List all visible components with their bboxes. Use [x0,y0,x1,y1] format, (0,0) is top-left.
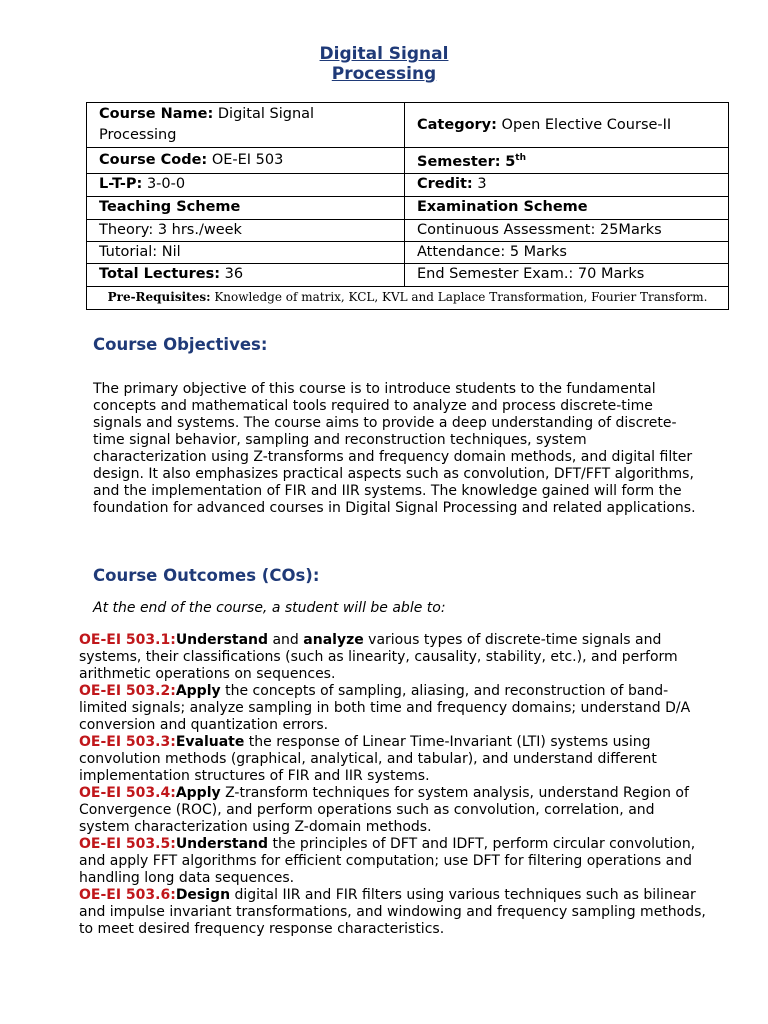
ltp-cell: L-T-P: 3-0-0 [87,173,405,196]
list-item: OE-EI 503.5:Understand the principles of DFT and IDFT, perform circular convolution, and apply FFT algorithms for efficient computation; use DFT for filtering operations and handling long data sequences. [79,836,696,886]
table-row [87,219,729,241]
theory-cell: Theory: 3 hrs./week [87,219,405,241]
table-row [87,263,729,286]
title-line-2: Processing [331,64,437,84]
tutorial-cell: Tutorial: Nil [87,241,405,263]
course-code-cell: Course Code: OE-EI 503 [87,148,405,174]
table-row [87,173,729,196]
list-item: OE-EI 503.4:Apply Z-transform techniques for system analysis, understand Region of Convergence (ROC), and perform operations such as convolution, correlation, and system characterization using Z-domain methods. [79,785,689,835]
list-item: OE-EI 503.6:Design digital IIR and FIR filters using various techniques such as bilinear and impulse invariant transformations, and windowing and frequency sampling methods, to meet desired frequency response characteristics. [79,887,706,937]
outcomes-intro: At the end of the course, a student will be able to: [93,600,446,616]
semester-cell: Semester: 5th [405,148,729,174]
list-item: OE-EI 503.3:Evaluate the response of Linear Time-Invariant (LTI) systems using convolution methods (graphical, analytical, and tabular), and understand different implementation structures of FIR and IIR systems. [79,734,657,784]
total-lectures-cell: Total Lectures: 36 [87,263,405,286]
title-line-1: Digital Signal [319,44,449,64]
table-row [87,241,729,263]
course-objectives-heading: Course Objectives: [93,335,268,354]
course-outcomes-list [79,632,709,938]
table-row [87,103,729,148]
table-row [87,148,729,174]
category-cell: Category: Open Elective Course-II [405,103,729,148]
table-row [87,196,729,219]
end-semester-cell: End Semester Exam.: 70 Marks [405,263,729,286]
list-item: OE-EI 503.2:Apply the concepts of sampling, aliasing, and reconstruction of band-limited signals; analyze sampling in both time and frequency domains; understand D/A conversion and quantization errors. [79,683,691,733]
credit-cell: Credit: 3 [405,173,729,196]
course-info-table [86,102,729,310]
course-outcomes-heading: Course Outcomes (COs): [93,566,320,585]
list-item: OE-EI 503.1:Understand and analyze various types of discrete-time signals and systems, their classifications (such as linearity, causality, stability, etc.), and perform arithmetic operations on sequences. [79,632,678,682]
examination-scheme-header: Examination Scheme [405,196,729,219]
course-name-cell: Course Name: Digital Signal Processing [87,103,405,148]
prerequisites-cell: Pre-Requisites: Knowledge of matrix, KCL, KVL and Laplace Transformation, Fourier Transform. [87,286,729,309]
attendance-cell: Attendance: 5 Marks [405,241,729,263]
page-title [0,44,768,84]
continuous-assessment-cell: Continuous Assessment: 25Marks [405,219,729,241]
teaching-scheme-header: Teaching Scheme [87,196,405,219]
course-objectives-body: The primary objective of this course is to introduce students to the fundamental concepts and mathematical tools required to analyze and process discrete-time signals and systems. The course aims to provide a deep understanding of discrete-time signal behavior, sampling and reconstruction techniques, system characterization using Z-transforms and frequency domain methods, and digital filter design. It also emphasizes practical aspects such as convolution, DFT/FFT algorithms, and the implementation of FIR and IIR systems. The knowledge gained will form the foundation for advanced courses in Digital Signal Processing and related applications. [93,381,696,516]
table-row [87,286,729,309]
